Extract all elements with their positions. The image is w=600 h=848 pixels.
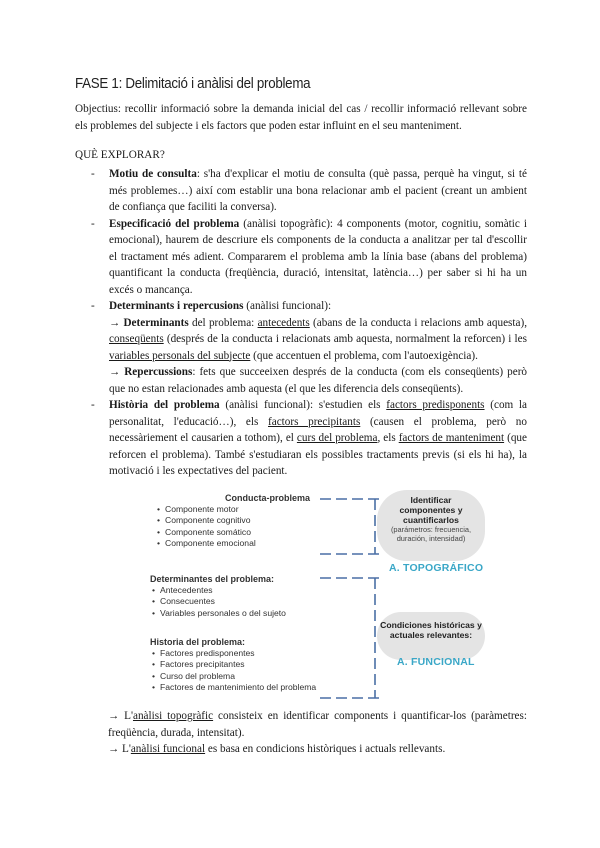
sub-repercussions	[109, 364, 527, 397]
term-motiu: Motiu de consulta	[109, 168, 197, 180]
bubble-line: componentes y	[399, 505, 463, 515]
bubble-line: duración, intensidad)	[396, 534, 466, 543]
text: (que reforcen el problema). També s'estudiaran els possibles tractaments previs (si els hi ha), la motivació i les expectatives del pacient.	[109, 432, 527, 477]
figure-block-title: Determinantes del problema:	[150, 574, 275, 584]
figure-block-determinantes	[150, 574, 286, 619]
section-heading: QUÈ EXPLORAR?	[75, 149, 165, 161]
analysis-figure	[145, 488, 490, 706]
underline-curs: curs del problema	[296, 432, 378, 444]
text: (que accentuen el problema, com l'autoexigència).	[250, 349, 478, 362]
bubble-line: cuantificarlos	[403, 515, 459, 525]
sub-determinants	[109, 315, 527, 365]
figure-bullet: • Factores predisponentes	[150, 648, 316, 659]
bubble-line: (parámetros: frecuencia,	[390, 525, 472, 534]
figure-bullet: • Variables personales o del sujeto	[150, 608, 286, 619]
term-repercussions: Repercussions	[124, 366, 193, 378]
figure-bullet: • Componente cognitivo	[155, 515, 310, 526]
figure-bullet: • Factores precipitantes	[150, 659, 316, 670]
list-item-especificacio: - Especificació del problema (anàlisi topogràfic): 4 components (motor, cognitiu, somàtic i emocional), haurem de descriure els components de la conducta a analitzar per tal d'escollir el tractament més adient. Compararem el problema amb la línia base (abans del problema) quantificant la conducta (freqüència, duració, intensitat, latència…) per saber si hi ha un excés o mancança.	[91, 217, 527, 296]
arrow: → L'	[108, 710, 133, 722]
term-determinants: Determinants i repercusions	[109, 300, 244, 312]
figure-bullet: • Curso del problema	[150, 671, 316, 682]
figure-block-title: Conducta-problema	[225, 493, 311, 503]
figure-block-historia	[150, 637, 316, 693]
explore-list	[91, 166, 527, 480]
text: : fets que succeeixen després de la conducta (com els conseqüents) però que no estan relacionades amb aquesta (el que les diferencia dels conseqüents).	[109, 366, 528, 395]
bubble-line: actuales relevantes:	[389, 630, 473, 640]
arrow: → L'	[108, 743, 131, 755]
tag-topografico: A. TOPOGRÁFICO	[389, 562, 484, 574]
underline-antecedents: antecedents	[257, 316, 310, 329]
tag-funcional: A. FUNCIONAL	[397, 656, 475, 668]
arrow: →	[109, 316, 124, 329]
text: (causen el problema, però no necessàriement el causarien a tothom), el	[109, 415, 527, 444]
bubble-line: Condiciones históricas y	[380, 620, 482, 630]
figure-bullet: • Componente motor	[155, 504, 310, 515]
list-item-determinants: - Determinants i repercusions (anàlisi funcional): → Determinants del problema: antecedents (abans de la conducta i relacions amb aquesta), conseqüents (després de la conducta i relacionats amb aquesta, normalment la reforcen) i les variables personals del subjecte (que accentuen el problema, com l'autoexigència). → Repercussions: fets que succeeixen després de la conducta (com els conseqüents) però que no estan relacionades amb aquesta (el que les diferencia dels conseqüents).	[91, 298, 527, 397]
figure-bullet: • Componente somático	[155, 527, 310, 538]
figure-bullet: • Componente emocional	[155, 538, 310, 549]
topographic-note	[108, 708, 527, 741]
arrow: →	[109, 366, 125, 378]
text: (abans de la conducta i relacions amb aquesta),	[309, 316, 528, 329]
bubble-line: Identificar	[410, 495, 452, 505]
text: (com la personalitat, l'educació…), els	[109, 399, 528, 428]
figure-block-conducta	[155, 493, 310, 549]
figure-block-title: Historia del problema:	[150, 637, 246, 647]
figure-bullet: • Factores de mantenimiento del problema	[150, 682, 316, 693]
figure-bullet: • Antecedentes	[150, 585, 286, 596]
page-title: FASE 1: Delimitació i anàlisi del problema	[75, 76, 311, 92]
bubble-funcional	[377, 612, 485, 660]
term-especificacio: Especificació del problema	[109, 217, 240, 230]
text: (després de la conducta i relacionats amb aquesta, normalment la reforcen) i les	[163, 333, 527, 345]
term-sub-determinants: Determinants	[123, 316, 189, 329]
text-determinants: (anàlisi funcional):	[243, 300, 332, 312]
bubble-topografico	[377, 490, 485, 561]
figure-bullet: • Consecuentes	[150, 596, 286, 607]
text: (anàlisi funcional): s'estudien els	[219, 399, 387, 411]
underline-variables: variables personals del subjecte	[109, 349, 251, 362]
text: , els	[377, 432, 399, 444]
text: del problema:	[188, 316, 258, 329]
text-motiu: : s'ha d'explicar el motiu de consulta (què passa, perquè ha vingut, si té més problemes…) així com establir una bona relacionar amb el pacient (creant un ambient de confiança que faciliti la conversa).	[109, 168, 527, 213]
list-item-historia: - Història del problema (anàlisi funcional): s'estudien els factors predisponents (com la personalitat, l'educació…), els factors precipitants (causen el problema, però no necessàriement el causarien a tothom), el curs del problema, els factors de manteniment (que reforcen el problema). També s'estudiaran els possibles tractaments previs (si els hi ha), la motivació i les expectatives del pacient.	[91, 399, 528, 477]
text: consisteix en identificar components i quantificar-los (paràmetres: freqüència, durada, intensitat).	[108, 710, 527, 739]
functional-note	[108, 741, 527, 758]
underline-topografic: anàlisi topogràfic	[132, 710, 214, 722]
term-historia: Història del problema	[109, 399, 220, 411]
underline-funcional: anàlisi funcional	[130, 743, 206, 755]
objectives-paragraph: Objectius: recollir informació sobre la demanda inicial del cas / recollir informació rellevant sobre els problemes del subjecte i els factors que poden estar influint en el seu manteniment.	[75, 103, 527, 132]
underline-precipitants: factors precipitants	[268, 415, 361, 428]
underline-manteniment: factors de manteniment	[398, 432, 505, 444]
text: es basa en condicions històriques i actuals rellevants.	[205, 743, 446, 755]
underline-consequents: conseqüents	[109, 333, 164, 345]
underline-predisponents: factors predisponents	[386, 399, 485, 411]
text-especificacio: (anàlisi topogràfic): 4 components (motor, cognitiu, somàtic i emocional), haurem de descriure els components de la conducta a analitzar per tal d'escollir el tractament més adient. Compararem el problema amb la línia base (abans del problema) quantificant la conducta (freqüència, duració, intensitat, latència…) per saber si hi ha un excés o mancança.	[109, 217, 527, 296]
list-item-motiu: - Motiu de consulta: s'ha d'explicar el motiu de consulta (què passa, perquè ha vingut, si té més problemes…) així com establir una bona relacionar amb el pacient (creant un ambient de confiança que faciliti la conversa).	[91, 168, 527, 213]
